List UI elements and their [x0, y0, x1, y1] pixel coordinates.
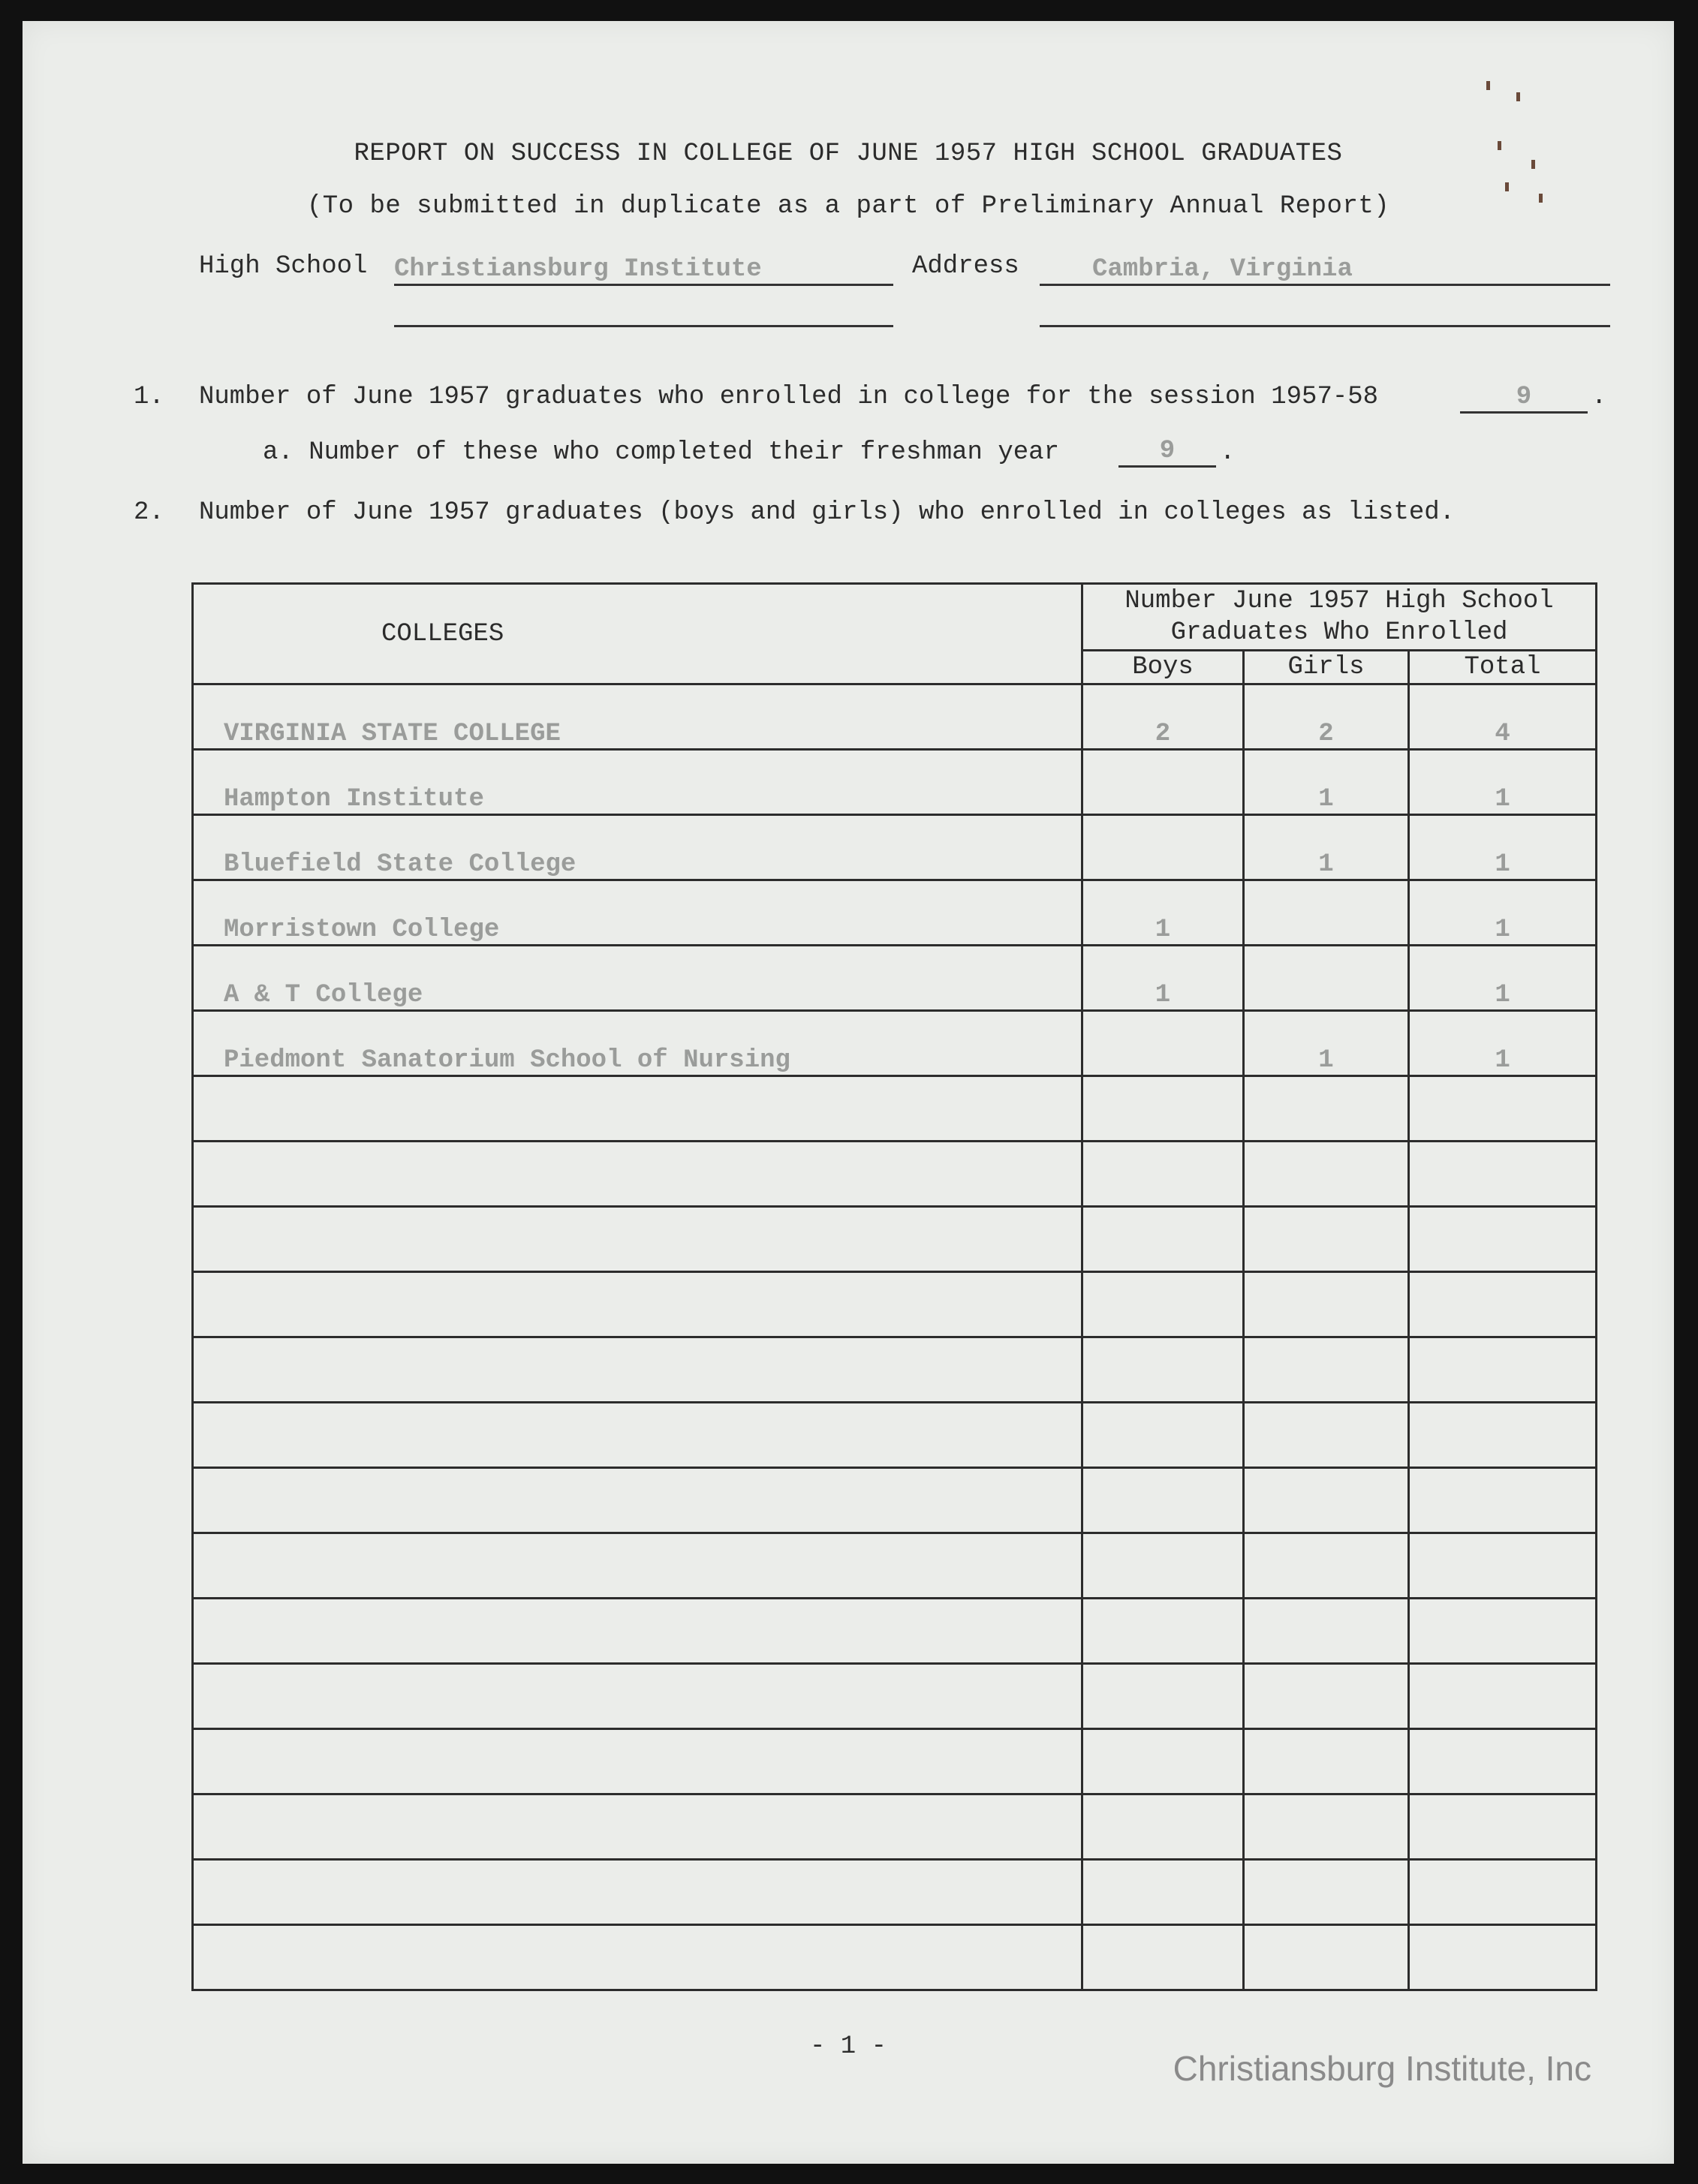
staple-mark — [1486, 81, 1490, 90]
college-cell: Bluefield State College — [193, 815, 1082, 880]
empty-cell — [1082, 1925, 1244, 1990]
total-cell: 4 — [1409, 684, 1597, 750]
empty-cell — [1409, 1337, 1597, 1403]
q1-text: Number of June 1957 graduates who enrolled in college for the session 1957-58 — [199, 383, 1379, 411]
total-cell: 1 — [1409, 946, 1597, 1011]
empty-cell — [193, 1403, 1082, 1468]
table-body — [193, 684, 1597, 1990]
empty-cell — [193, 1794, 1082, 1860]
empty-cell — [193, 1142, 1082, 1207]
empty-cell — [193, 1533, 1082, 1599]
girls-cell: 1 — [1244, 1011, 1409, 1076]
girls-cell: 2 — [1244, 684, 1409, 750]
colleges-table — [191, 582, 1597, 1991]
girls-cell — [1244, 946, 1409, 1011]
empty-cell — [1409, 1664, 1597, 1729]
empty-cell — [1244, 1468, 1409, 1533]
q1a-value: 9 — [1118, 437, 1216, 468]
empty-cell — [193, 1076, 1082, 1142]
report-title: REPORT ON SUCCESS IN COLLEGE OF JUNE 1957 HIGH SCHOOL GRADUATES — [354, 140, 1343, 168]
empty-table-row — [193, 1664, 1597, 1729]
staple-mark — [1516, 92, 1520, 101]
staple-mark — [1531, 160, 1535, 169]
empty-cell — [193, 1664, 1082, 1729]
empty-cell — [193, 1207, 1082, 1272]
empty-table-row — [193, 1207, 1597, 1272]
empty-cell — [1244, 1599, 1409, 1664]
colleges-header: COLLEGES — [193, 584, 1082, 684]
empty-cell — [1244, 1337, 1409, 1403]
empty-table-row — [193, 1468, 1597, 1533]
boys-cell — [1082, 1011, 1244, 1076]
empty-cell — [1082, 1076, 1244, 1142]
address-second-line — [1040, 325, 1610, 327]
total-header: Total — [1409, 651, 1597, 684]
empty-cell — [1082, 1272, 1244, 1337]
table-row — [193, 1011, 1597, 1076]
empty-cell — [1082, 1729, 1244, 1794]
empty-table-row — [193, 1533, 1597, 1599]
empty-cell — [1244, 1076, 1409, 1142]
group-header-line1: Number June 1957 High School — [1124, 587, 1554, 615]
high-school-label: High School — [199, 252, 368, 281]
empty-cell — [1082, 1664, 1244, 1729]
empty-table-row — [193, 1076, 1597, 1142]
empty-table-row — [193, 1925, 1597, 1990]
empty-cell — [1409, 1076, 1597, 1142]
empty-table-row — [193, 1860, 1597, 1925]
empty-cell — [1409, 1729, 1597, 1794]
college-cell: Piedmont Sanatorium School of Nursing — [193, 1011, 1082, 1076]
girls-header: Girls — [1244, 651, 1409, 684]
boys-cell: 2 — [1082, 684, 1244, 750]
empty-cell — [1244, 1794, 1409, 1860]
empty-cell — [1082, 1599, 1244, 1664]
empty-cell — [193, 1468, 1082, 1533]
empty-cell — [1244, 1403, 1409, 1468]
q1a-period: . — [1220, 438, 1236, 467]
boys-cell: 1 — [1082, 880, 1244, 946]
staple-mark — [1539, 194, 1543, 203]
empty-cell — [1409, 1272, 1597, 1337]
staple-mark — [1505, 182, 1509, 191]
empty-cell — [193, 1860, 1082, 1925]
empty-table-row — [193, 1403, 1597, 1468]
group-header — [1082, 584, 1597, 651]
empty-cell — [1409, 1533, 1597, 1599]
watermark: Christiansburg Institute, Inc — [1173, 2049, 1591, 2088]
high-school-value: Christiansburg Institute — [394, 255, 893, 286]
girls-cell: 1 — [1244, 815, 1409, 880]
empty-cell — [193, 1272, 1082, 1337]
total-cell: 1 — [1409, 815, 1597, 880]
empty-cell — [193, 1729, 1082, 1794]
table-row — [193, 880, 1597, 946]
empty-cell — [193, 1599, 1082, 1664]
girls-cell — [1244, 880, 1409, 946]
empty-cell — [1409, 1794, 1597, 1860]
high-school-second-line — [394, 325, 893, 327]
total-cell: 1 — [1409, 880, 1597, 946]
empty-cell — [1409, 1403, 1597, 1468]
total-cell: 1 — [1409, 1011, 1597, 1076]
page-number: - 1 - — [809, 2032, 887, 2061]
empty-cell — [1409, 1142, 1597, 1207]
empty-cell — [1409, 1925, 1597, 1990]
empty-cell — [193, 1337, 1082, 1403]
empty-cell — [193, 1925, 1082, 1990]
empty-table-row — [193, 1599, 1597, 1664]
empty-table-row — [193, 1337, 1597, 1403]
address-value: Cambria, Virginia — [1040, 255, 1610, 286]
boys-cell: 1 — [1082, 946, 1244, 1011]
q1a-text: a. Number of these who completed their freshman year — [263, 438, 1059, 467]
college-cell: A & T College — [193, 946, 1082, 1011]
empty-table-row — [193, 1272, 1597, 1337]
empty-cell — [1409, 1207, 1597, 1272]
table-row — [193, 750, 1597, 815]
table-row — [193, 684, 1597, 750]
empty-cell — [1082, 1860, 1244, 1925]
college-cell: Morristown College — [193, 880, 1082, 946]
empty-cell — [1082, 1337, 1244, 1403]
empty-cell — [1082, 1403, 1244, 1468]
empty-cell — [1082, 1207, 1244, 1272]
boys-cell — [1082, 750, 1244, 815]
q1-period: . — [1591, 383, 1607, 411]
college-cell: Hampton Institute — [193, 750, 1082, 815]
table-row — [193, 815, 1597, 880]
q1-value: 9 — [1460, 383, 1588, 414]
empty-cell — [1409, 1599, 1597, 1664]
empty-cell — [1244, 1533, 1409, 1599]
empty-cell — [1244, 1664, 1409, 1729]
table-row — [193, 946, 1597, 1011]
empty-cell — [1082, 1142, 1244, 1207]
empty-table-row — [193, 1729, 1597, 1794]
empty-cell — [1082, 1468, 1244, 1533]
empty-table-row — [193, 1142, 1597, 1207]
boys-header: Boys — [1082, 651, 1244, 684]
empty-cell — [1244, 1272, 1409, 1337]
girls-cell: 1 — [1244, 750, 1409, 815]
address-label: Address — [912, 252, 1019, 281]
q2-text: Number of June 1957 graduates (boys and girls) who enrolled in colleges as listed. — [199, 498, 1456, 527]
empty-cell — [1082, 1794, 1244, 1860]
boys-cell — [1082, 815, 1244, 880]
empty-cell — [1244, 1860, 1409, 1925]
empty-cell — [1244, 1729, 1409, 1794]
staple-mark — [1498, 141, 1501, 150]
empty-cell — [1244, 1925, 1409, 1990]
q2-number: 2. — [134, 498, 164, 527]
college-cell: VIRGINIA STATE COLLEGE — [193, 684, 1082, 750]
report-subtitle: (To be submitted in duplicate as a part of Preliminary Annual Report) — [306, 192, 1390, 221]
empty-cell — [1244, 1142, 1409, 1207]
empty-table-row — [193, 1794, 1597, 1860]
total-cell: 1 — [1409, 750, 1597, 815]
document-page — [23, 21, 1674, 2164]
q1-number: 1. — [134, 383, 164, 411]
empty-cell — [1409, 1468, 1597, 1533]
empty-cell — [1409, 1860, 1597, 1925]
empty-cell — [1244, 1207, 1409, 1272]
group-header-line2: Graduates Who Enrolled — [1170, 618, 1508, 647]
empty-cell — [1082, 1533, 1244, 1599]
